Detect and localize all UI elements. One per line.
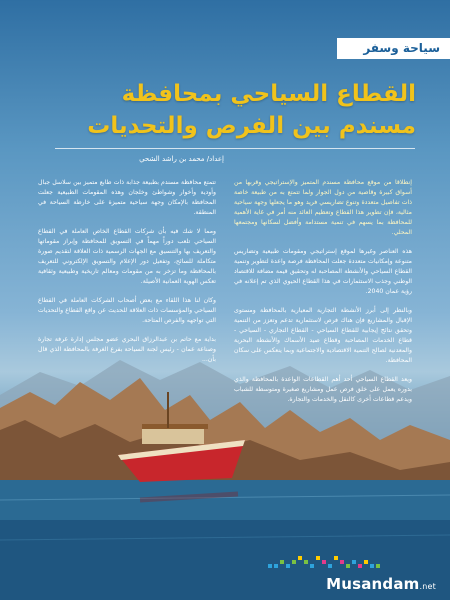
title-line-2: مسندم بين الفرص والتحديات (87, 113, 416, 139)
paragraph: بداية مع حاتم بن عبدالرزاق البحري عضو مجلس إدارة غرفة تجارة وصناعة عمان - رئيس لجنة السياحة بفرع الغرفة بالمحافظة الذي قال بأن... (38, 336, 216, 363)
logo-suffix: .net (419, 582, 436, 591)
paragraph: وكان لنا هذا اللقاء مع بعض أصحاب الشركات العاملة في القطاع السياحي والمؤسسات ذات العلاقة للحديث عن واقع القطاع والتحديات التي تواجهه والفرص المتاحة. (38, 297, 216, 324)
section-tag: سياحة وسفر (337, 38, 450, 59)
article-title (16, 78, 416, 142)
title-divider (55, 148, 415, 149)
paragraph: ويعد القطاع السياحي أحد أهم القطاعات الواعدة بالمحافظة والذي بدوره يعمل على خلق فرص عمل ومشاريع صغيرة ومتوسطة للشباب ويدعم قطاعات أخرى كالنقل والخدمات والتجارة. (234, 376, 412, 403)
paragraph: ومما لا شك فيه بأن شركات القطاع الخاص العاملة في القطاع السياحي تلعب دوراً مهماً في التسويق للمحافظة وإبراز مقوماتها والتعريف بها والتنسيق مع الجهات الرسمية ذات العلاقة لتقديم صورة متكاملة للسائح، وتفعيل دور الإعلام والتسويق الإلكتروني للتعريف بالمحافظة وما تزخر به من مقومات ومعالم تاريخية وطبيعية وثقافية تعكس الهوية العمانية الأصيلة. (38, 228, 216, 285)
paragraph: تتمتع محافظة مسندم بطبيعة جذابة ذات طابع متميز بين سلاسل جبال وأودية وأخوار وشواطئ وخلجان وهذه المقومات الطبيعية جعلت المحافظة بالإمكان وجهة سياحية متميزة على خارطة السياحة في المنطقة. (38, 179, 216, 216)
text-column-left (38, 178, 216, 374)
paragraph: إنطلاقا من موقع محافظة مسندم المتميز والإستراتيجي وقربها من أسواق كبيرة وقاصية من دول الجوار ولما تتمتع به من طبيعة خاصة ذات تفاصيل متعددة وتنوع تضاريسي فريد وهو ما يجعلها وجهة سياحية مثالية، فإن تطوير هذا القطاع وتعظيم العائد منه أمر في غاية الأهمية للمحافظة بما يسهم في تنمية مستدامة وأفضل لسكانها ومجتمعها المحلي. (234, 179, 412, 236)
logo-dots-decoration (268, 554, 388, 570)
logo-main: Musandam (326, 575, 420, 593)
text-column-right (234, 178, 412, 414)
paragraph: وبالنظر إلى أبرز الأنشطة التجارية المعيارية بالمحافظة ومستوى الإقبال والمشاريع فإن هناك فرص لاستثمارية تدعم وتعزز من التنمية وتحقق نتائج إيجابية للقطاع السياحي - القطاع التجاري - السياحي - قطاع الخدمات المصاحبة وقطاع صيد الأسماك والأنشطة البحرية والمعدنية لصالح التنمية الاقتصادية والاجتماعية وبما ينعكس على سكان المحافظة. (234, 307, 412, 364)
musandam-logo (326, 575, 436, 593)
paragraph: هذه العناصر وغيرها لموقع إستراتيجي ومقومات طبيعية وتضاريس متنوعة وإمكانيات متعددة جعلت المحافظة فرصة واعدة لتطوير وتنمية القطاع السياحي والأنشطة المصاحبة له وتحقيق قيمة مضافة للاقتصاد الوطني وجذب الاستثمارات في هذا القطاع الحيوي الذي تم إعلانه في رؤية عمان 2040. (234, 248, 412, 295)
author-credit: إعداد/ محمد بن راشد الشحي (139, 155, 224, 163)
title-line-1: القطاع السياحي بمحافظة (121, 81, 416, 107)
